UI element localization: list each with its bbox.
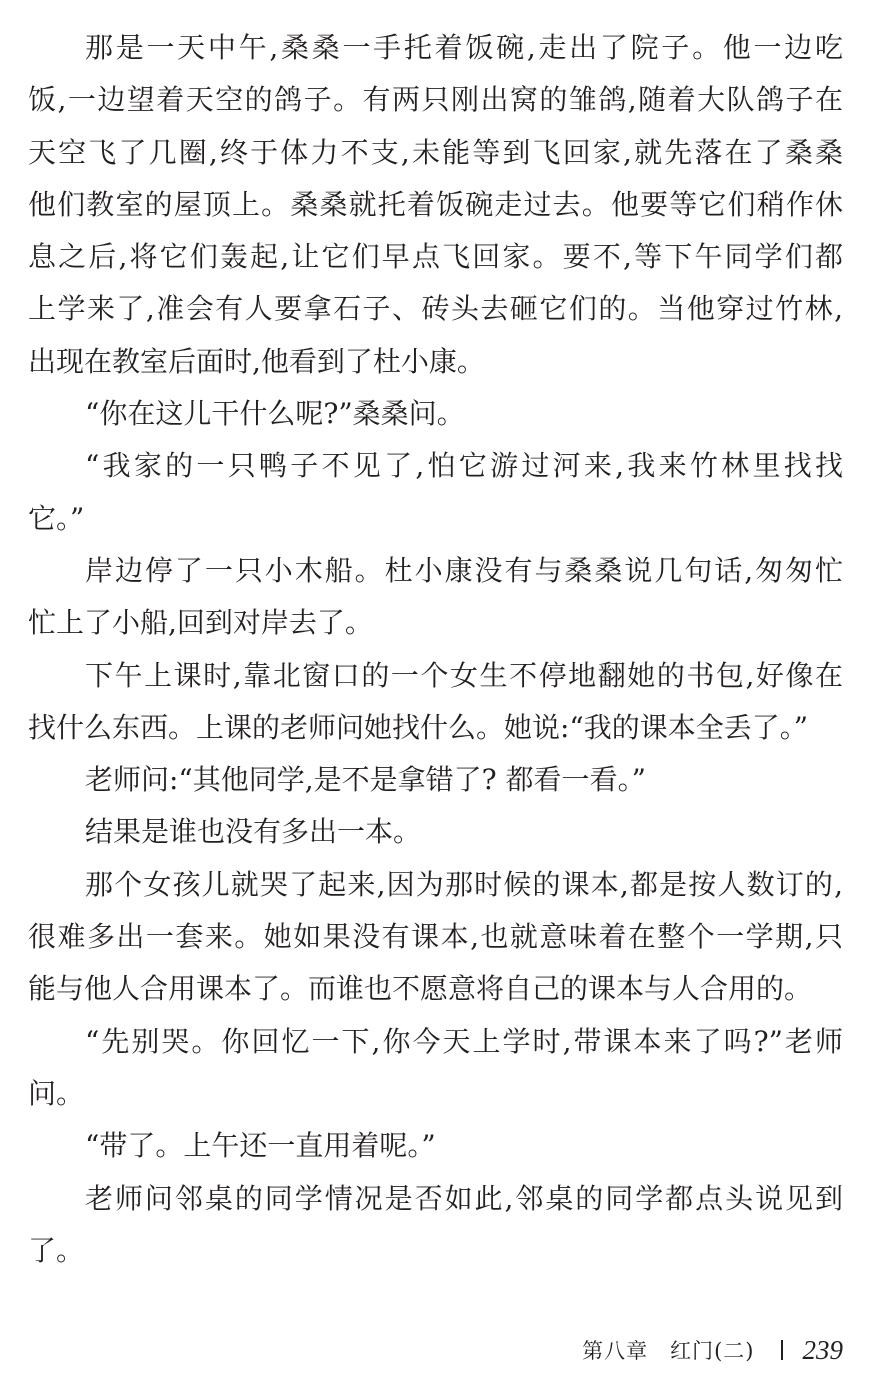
paragraph [28,859,843,1016]
paragraph [28,1016,843,1121]
paragraph [28,1120,843,1172]
body-text [28,22,843,1277]
text-line: 出现在教室后面时,他看到了杜小康。 [28,344,485,378]
footer-divider [781,1340,783,1360]
text-line: “我家的一只鸭子不见了,怕它游过河来,我来竹林里找找 [85,449,843,483]
text-line: 问。 [28,1076,85,1110]
text-line: 了。 [28,1233,85,1267]
text-line: 那是一天中午,桑桑一手托着饭碗,走出了院子。他一边吃 [85,31,843,64]
text-line: 息之后,将它们轰起,让它们早点飞回家。要不,等下午同学们都 [28,240,843,274]
text-line: 上学来了,准会有人要拿石子、砖头去砸它们的。当他穿过竹林, [28,292,843,326]
page-number: 239 [802,1334,843,1365]
text-line: 老师问:“其他同学,是不是拿错了? 都看一看。” [85,763,646,797]
paragraph [28,806,843,858]
page-footer [582,1333,843,1367]
text-line: 天空飞了几圈,终于体力不支,未能等到飞回家,就先落在了桑桑 [28,135,843,169]
text-line: 找什么东西。上课的老师问她找什么。她说:“我的课本全丢了。” [28,710,809,744]
paragraph [28,650,843,755]
paragraph [28,754,843,806]
paragraph [28,440,843,545]
text-line: 能与他人合用课本了。而谁也不愿意将自己的课本与人合用的。 [28,972,813,1006]
text-line: 饭,一边望着天空的鸽子。有两只刚出窝的雏鸽,随着大队鸽子在 [28,83,843,117]
paragraph [28,22,843,388]
paragraph [28,545,843,650]
text-line: “你在这儿干什么呢?”桑桑问。 [85,397,465,431]
text-line: “带了。上午还一直用着呢。” [85,1129,436,1163]
text-line: 它。” [28,501,85,535]
text-line: 他们教室的屋顶上。桑桑就托着饭碗走过去。他要等它们稍作休 [28,187,843,221]
paragraph [28,388,843,440]
text-line: 忙上了小船,回到对岸去了。 [28,606,373,640]
text-line: 老师问邻桌的同学情况是否如此,邻桌的同学都点头说见到 [85,1181,843,1215]
text-line: “先别哭。你回忆一下,你今天上学时,带课本来了吗?”老师 [85,1024,843,1058]
text-line: 那个女孩儿就哭了起来,因为那时候的课本,都是按人数订的, [85,867,843,901]
text-line: 很难多出一套来。她如果没有课本,也就意味着在整个一学期,只 [28,920,843,954]
paragraph [28,1173,843,1278]
text-line: 下午上课时,靠北窗口的一个女生不停地翻她的书包,好像在 [85,658,843,692]
text-line: 结果是谁也没有多出一本。 [85,815,422,849]
text-line: 岸边停了一只小木船。杜小康没有与桑桑说几句话,匆匆忙 [85,553,843,587]
running-chapter-title: 第八章 红门(二) [582,1339,755,1363]
